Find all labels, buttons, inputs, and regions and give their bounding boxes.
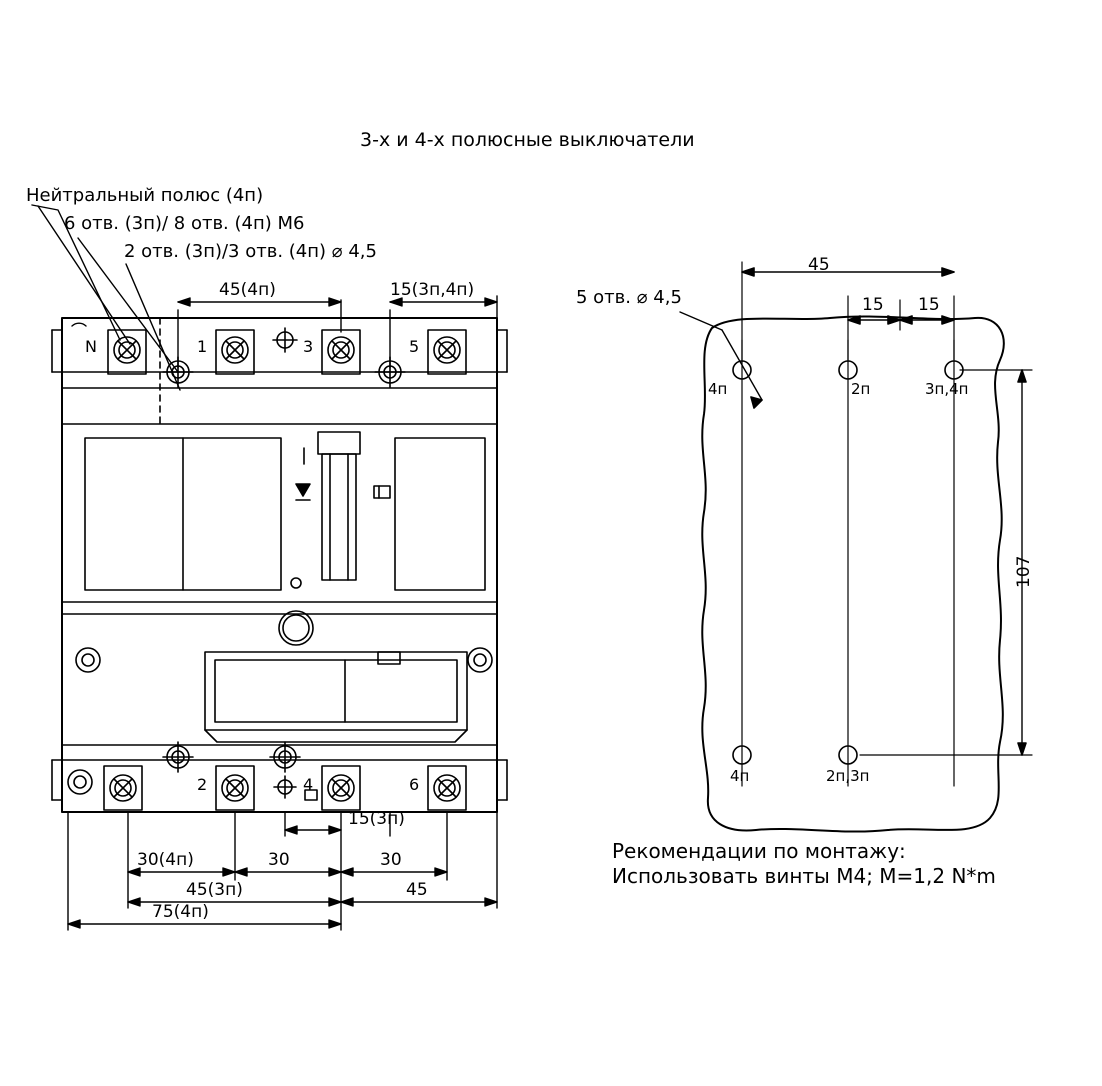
terminal-label-4: 4 [303, 775, 314, 794]
dim-30-a: 30 [268, 850, 290, 870]
callout-5-holes: 5 отв. ⌀ 4,5 [576, 287, 682, 308]
recommendations-line-1: Рекомендации по монтажу: [612, 839, 906, 863]
mounting-plate-view [680, 262, 1032, 832]
hole-label-bottom-2p-3p: 2п,3п [826, 767, 870, 785]
dim-45-3p: 45(3п) [186, 880, 243, 900]
dim-30-4p: 30(4п) [137, 850, 194, 870]
recommendations-line-2: Использовать винты М4; М=1,2 N*m [612, 864, 996, 888]
dim-15-right: 15 [918, 295, 940, 315]
hole-label-top-4p: 4п [708, 380, 728, 398]
dim-45: 45 [406, 880, 428, 900]
terminal-label-1: 1 [197, 337, 208, 356]
terminal-label-n: N [85, 337, 97, 356]
dim-15-3p-4p: 15(3п,4п) [390, 280, 475, 300]
dim-45-top: 45 [808, 255, 830, 275]
terminal-label-3: 3 [303, 337, 314, 356]
callout-holes-45: 2 отв. (3п)/3 отв. (4п) ⌀ 4,5 [124, 241, 377, 262]
dim-75-4p: 75(4п) [152, 902, 209, 922]
bottom-terminal-lugs [68, 766, 466, 810]
callout-neutral-pole: Нейтральный полюс (4п) [26, 185, 264, 206]
dim-15-left: 15 [862, 295, 884, 315]
callout-holes-m6: 6 отв. (3п)/ 8 отв. (4п) М6 [64, 213, 305, 234]
hole-label-top-3p-4p: 3п,4п [925, 380, 969, 398]
dim-15-3p: 15(3п) [348, 809, 405, 829]
bottom-mounting-holes [163, 742, 317, 800]
terminal-label-2: 2 [197, 775, 208, 794]
hole-label-top-2p: 2п [851, 380, 871, 398]
hole-label-bottom-4p: 4п [730, 767, 750, 785]
breaker-front-view [52, 318, 507, 812]
page-title: 3-х и 4-х полюсные выключатели [360, 129, 695, 151]
bottom-dimension-lines [68, 809, 497, 930]
dim-45-4p: 45(4п) [219, 280, 276, 300]
terminal-label-6: 6 [409, 775, 420, 794]
dim-30-b: 30 [380, 850, 402, 870]
dim-107: 107 [1014, 555, 1034, 588]
terminal-label-5: 5 [409, 337, 420, 356]
